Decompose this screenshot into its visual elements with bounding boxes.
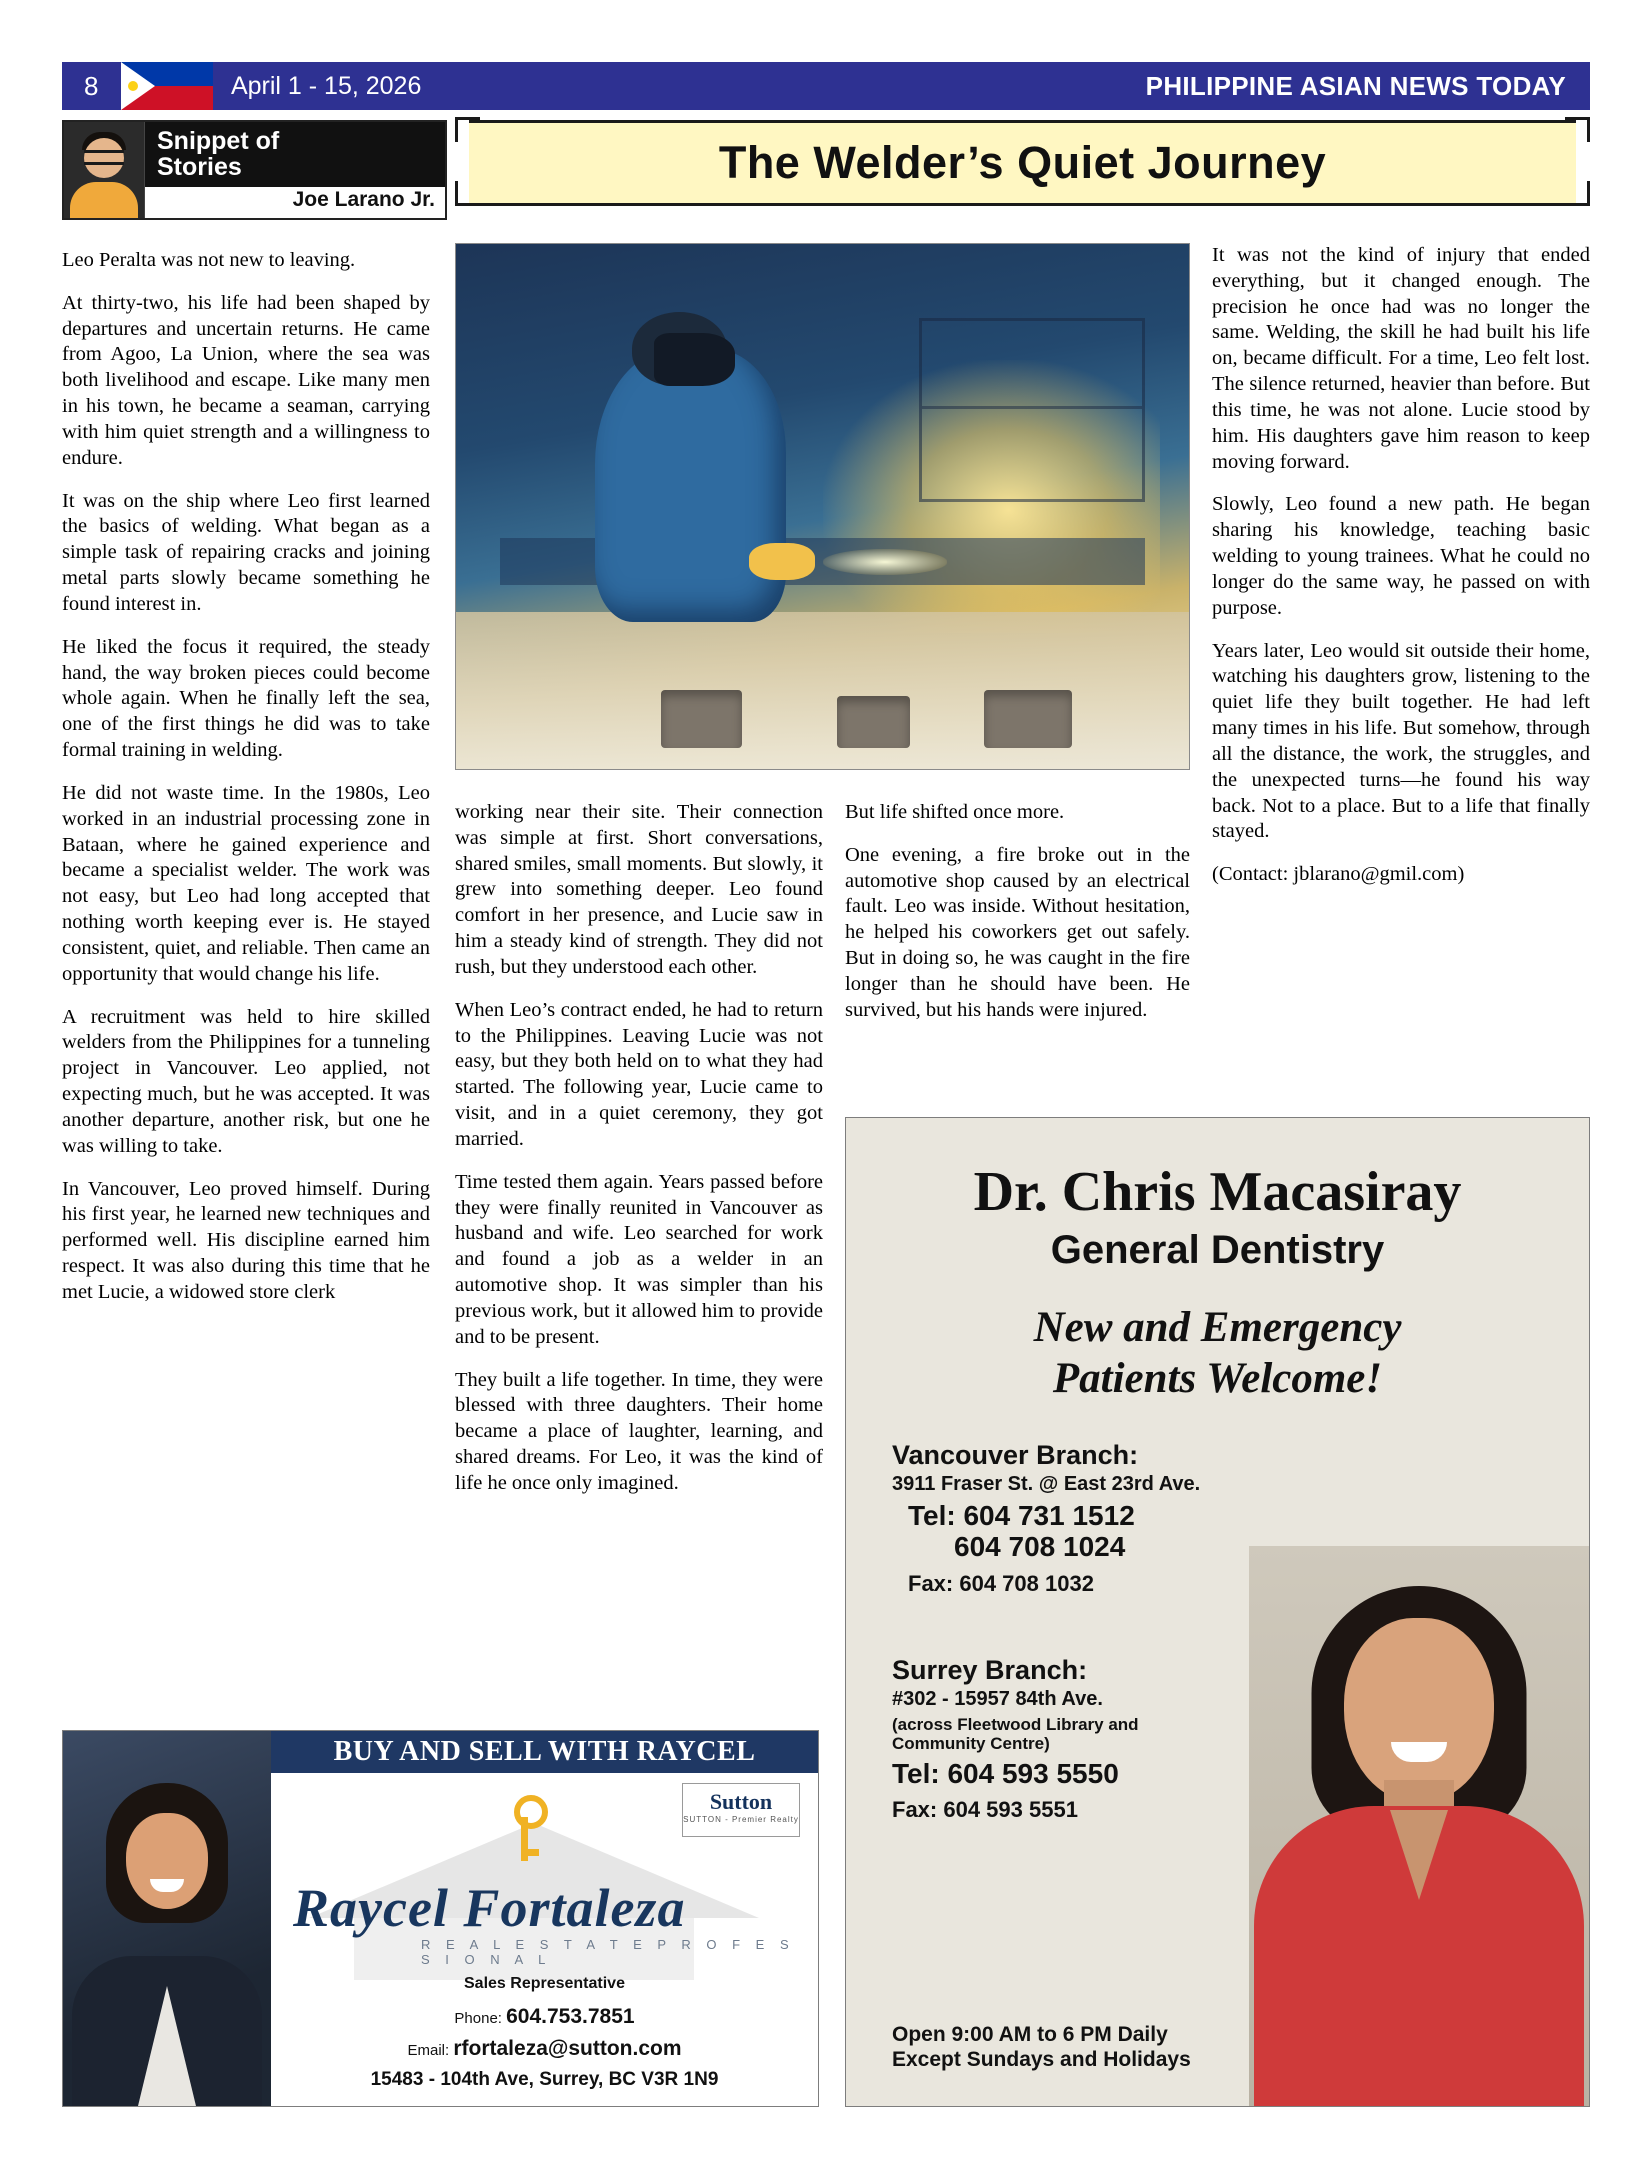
page-number: 8 [84,70,99,101]
sutton-logo-sub: SUTTON - Premier Realty [683,1815,799,1824]
column-title [145,122,445,187]
paragraph: working near their site. Their connection was simple at first. Short conversations, shared smiles, small moments. But slowly, it grew into something deeper. Leo found comfort in her presence, and Lucie saw in him a steady kind of strength. They did not rush, but they understood each other. [455,801,823,978]
paragraph: Time tested them again. Years passed before they were finally reunited in Vancouver as husband and wife. Leo searched for work and found a job as a welder in an automotive shop. It was simpler than his previous work, but it allowed him to provide and to be present. [455,1170,823,1348]
dentist-branches [892,1440,1222,1823]
branch2-fax: Fax: 604 593 5551 [892,1797,1078,1823]
paragraph: Slowly, Leo found a new path. He began sharing his knowledge, teaching basic welding to young trainees. What he could no longer do the same way, he passed on with purpose. [1212,493,1590,619]
dentist-hours-line1: Open 9:00 AM to 6 PM Daily [892,2022,1168,2046]
paragraph: One evening, a fire broke out in the automotive shop caused by an electrical fault. Leo was inside. Without hesitation, he helped his coworkers get out safely. But in doing so, he was caught in the fire longer than he should have been. He survived, but his hands were injured. [845,843,1190,1021]
paragraph: He did not waste time. In the 1980s, Leo worked in an industrial processing zone in Bataan, where he gained experience and became a specialist welder. The work was not easy, but Leo had long accepted that nothing worth keeping ever is. He stayed consistent, quiet, and reliable. Then came an opportunity that would change his life. [62,781,430,985]
paragraph: At thirty-two, his life had been shaped by departures and uncertain returns. He came from Agoo, La Union, where the sea was both livelihood and escape. Like many men in his town, he became a seaman, carrying with him quiet strength and a willingness to endure. [62,291,430,469]
agent-role: Sales Representative [464,1975,625,1992]
ad-raycel-fortaleza[interactable] [62,1730,819,2107]
masthead [62,62,1590,110]
branch2-title: Surrey Branch: [892,1654,1088,1685]
article-column-3 [845,800,1190,1041]
paragraph: In Vancouver, Leo proved himself. During his first year, he learned new techniques and performed well. His discipline earned him respect. It was also during this time that he met Lucie, a widowed store clerk [62,1177,430,1303]
article-column-4 [1212,243,1590,905]
paragraph: Leo Peralta was not new to leaving. [62,249,356,271]
paragraph: It was not the kind of injury that ended everything, but it changed enough. The precision he once had was no longer the same. Welding, the skill he had built his life on, became difficult. For a time, Leo felt lost. The silence returned, heavier than before. But this time, he was not alone. Lucie stood by him. His daughters gave him reason to keep moving forward. [1212,244,1590,473]
article-column-1 [62,248,430,1323]
dentist-name: Dr. Chris Macasiray [973,1161,1462,1223]
column-title-line2: Stories [157,153,242,181]
page-title: The Welder’s Quiet Journey [718,137,1327,188]
branch1-tel[interactable]: Tel: 604 731 1512 [908,1500,1135,1531]
branch1-tel-2[interactable]: 604 708 1024 [954,1531,1126,1563]
paragraph: They built a life together. In time, they were blessed with three daughters. Their home became a place of laughter, learning, and shared dreams. For Leo, it was the kind of life he once only imagined. [455,1368,823,1494]
paragraph: It was on the ship where Leo first learned the basics of welding. What began as a simple task of repairing cracks and joining metal parts slowly became something he found interest in. [62,489,430,615]
agent-subtitle: R E A L E S T A T E P R O F E S S I O N A L [421,1937,795,1967]
agent-phone [271,2005,818,2029]
issue-date: April 1 - 15, 2026 [230,71,422,100]
columnist-photo [64,122,145,218]
philippine-flag-icon [121,62,213,110]
dentist-hours [892,2022,1252,2072]
branch1-fax: Fax: 604 708 1032 [908,1570,1094,1596]
contact-line: (Contact: jblarano@gmil.com) [1212,863,1465,886]
sutton-logo [682,1783,800,1837]
paragraph: But life shifted once more. [845,801,1065,823]
agent-photo [63,1731,271,2106]
agent-email [271,2037,818,2061]
agent-phone-value: 604.753.7851 [506,2005,635,2028]
dentist-hours-line2: Except Sundays and Holidays [892,2047,1191,2071]
agent-name: Raycel Fortaleza [293,1878,686,1938]
column-title-line1: Snippet of [157,127,280,155]
columnist-author: Joe Larano Jr. [292,188,435,211]
dentist-welcome [846,1303,1589,1404]
sutton-logo-name: Sutton [709,1789,773,1814]
branch2-address: #302 - 15957 84th Ave. [892,1687,1103,1710]
paper-name: PHILIPPINE ASIAN NEWS TODAY [1145,70,1566,101]
branch1-address: 3911 Fraser St. @ East 23rd Ave. [892,1473,1201,1495]
ad-dr-macasiray[interactable] [845,1117,1590,2107]
dentist-photo [1249,1546,1589,2106]
branch2-tel[interactable]: Tel: 604 593 5550 [892,1757,1119,1789]
agent-phone-label: Phone: [454,2010,502,2027]
agent-address: 15483 - 104th Ave, Surrey, BC V3R 1N9 [370,2069,719,2090]
headline-banner [455,120,1590,220]
agent-email-label: Email: [407,2042,450,2059]
paragraph: A recruitment was held to hire skilled welders from the Philippines for a tunneling project in Vancouver. Leo applied, not expecting much, but he was accepted. It was another departure, another risk, but one he was willing to take. [62,1005,430,1157]
article-photo [455,243,1190,770]
paragraph: He liked the focus it required, the steady hand, the way broken pieces could become whole again. When he finally left the sea, one of the first things he did was to take formal training in welding. [62,635,430,762]
branch1-title: Vancouver Branch: [892,1440,1139,1470]
ad-raycel-banner: BUY AND SELL WITH RAYCEL [271,1731,818,1773]
article-column-2 [455,800,823,1514]
branch2-note: (across Fleetwood Library and Community Centre) [892,1714,1139,1754]
dentist-welcome-line2: Patients Welcome! [1052,1354,1383,1402]
agent-email-value: rfortaleza@sutton.com [453,2037,682,2060]
ad-raycel-body [271,1731,818,2106]
columnist-text [145,122,445,218]
columnist-box [62,120,447,220]
dentist-welcome-line1: New and Emergency [1033,1304,1402,1351]
paragraph: When Leo’s contract ended, he had to return to the Philippines. Leaving Lucie was not easy, but they both held on to what they had started. The following year, Lucie came to visit, and in a quiet ceremony, they got married. [455,998,823,1150]
dentist-specialty: General Dentistry [1050,1228,1385,1272]
paragraph: Years later, Leo would sit outside their home, watching his daughters grow, listening to the quiet life they built together. He had left many times in his life. But somehow, through all the distance, the work, the struggles, and the unexpected turns—he found his way back. Not to a place. But to a life that finally stayed. [1212,639,1590,843]
headline-box [469,120,1576,206]
